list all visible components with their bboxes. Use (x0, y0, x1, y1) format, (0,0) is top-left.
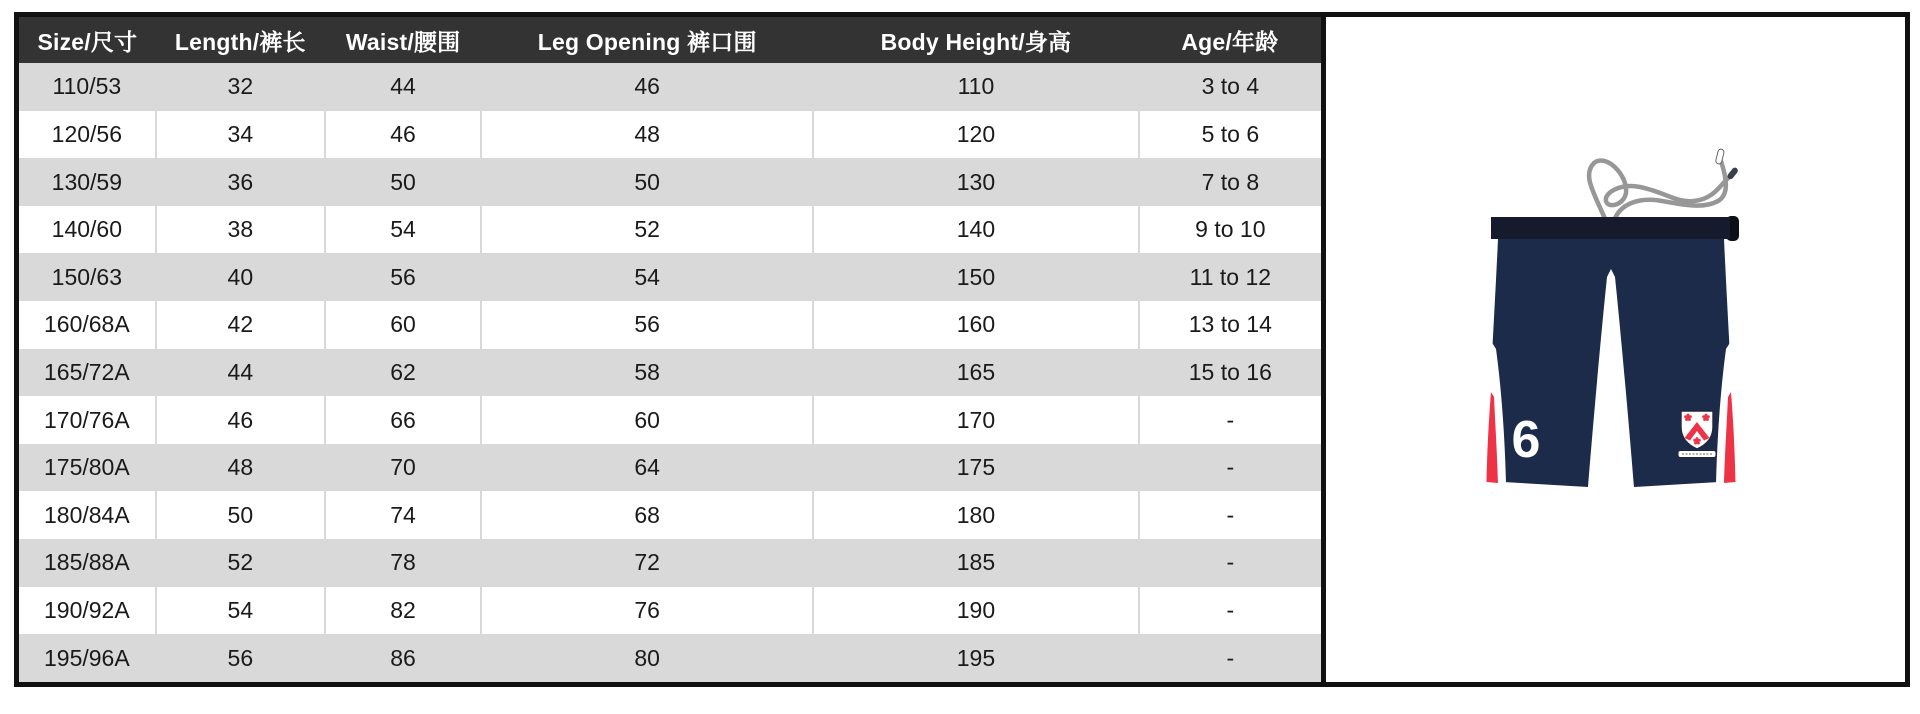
table-cell: 54 (325, 206, 481, 254)
table-row (19, 634, 1321, 682)
table-row (19, 491, 1321, 539)
table-cell: 150 (813, 253, 1139, 301)
table-row (19, 111, 1321, 159)
table-cell: 7 to 8 (1139, 158, 1321, 206)
column-header: Age/年龄 (1139, 17, 1321, 63)
table-cell: 130 (813, 158, 1139, 206)
table-cell: 160/68A (19, 301, 156, 349)
column-header: Length/裤长 (156, 17, 325, 63)
table-row (19, 444, 1321, 492)
table-row (19, 158, 1321, 206)
table-cell: 66 (325, 396, 481, 444)
table-cell: 42 (156, 301, 325, 349)
table-cell: 74 (325, 491, 481, 539)
table-cell: 72 (481, 539, 813, 587)
table-cell: 48 (481, 111, 813, 159)
column-header: Size/尺寸 (19, 17, 156, 63)
table-cell: 48 (156, 444, 325, 492)
table-cell: 68 (481, 491, 813, 539)
table-cell: 58 (481, 349, 813, 397)
table-cell: 185 (813, 539, 1139, 587)
table-row (19, 349, 1321, 397)
table-cell: 195 (813, 634, 1139, 682)
table-cell: 60 (325, 301, 481, 349)
table-cell: 46 (325, 111, 481, 159)
table-cell: 44 (325, 63, 481, 111)
table-cell: 3 to 4 (1139, 63, 1321, 111)
table-cell: 165/72A (19, 349, 156, 397)
table-cell: 190/92A (19, 587, 156, 635)
table-cell: 78 (325, 539, 481, 587)
table-cell: 120 (813, 111, 1139, 159)
table-cell: 50 (481, 158, 813, 206)
table-cell: 62 (325, 349, 481, 397)
table-row (19, 587, 1321, 635)
crest (1678, 411, 1716, 458)
table-cell: - (1139, 444, 1321, 492)
table-cell: 130/59 (19, 158, 156, 206)
table-cell: 140/60 (19, 206, 156, 254)
table-cell: 70 (325, 444, 481, 492)
table-cell: 60 (481, 396, 813, 444)
table-cell: 120/56 (19, 111, 156, 159)
table-cell: - (1139, 587, 1321, 635)
table-cell: 56 (325, 253, 481, 301)
size-chart-table (19, 17, 1321, 682)
size-chart-body (19, 63, 1321, 682)
table-cell: 32 (156, 63, 325, 111)
table-cell: 50 (156, 491, 325, 539)
table-cell: 175/80A (19, 444, 156, 492)
table-cell: 34 (156, 111, 325, 159)
table-cell: 180 (813, 491, 1139, 539)
table-cell: 40 (156, 253, 325, 301)
table-row (19, 539, 1321, 587)
table-cell: - (1139, 634, 1321, 682)
table-cell: 82 (325, 587, 481, 635)
waistband (1491, 217, 1730, 239)
table-cell: 11 to 12 (1139, 253, 1321, 301)
table-cell: - (1139, 396, 1321, 444)
table-cell: 140 (813, 206, 1139, 254)
table-cell: 46 (156, 396, 325, 444)
table-cell: 13 to 14 (1139, 301, 1321, 349)
column-header: Waist/腰围 (325, 17, 481, 63)
table-cell: 56 (481, 301, 813, 349)
table-cell: 38 (156, 206, 325, 254)
chart-frame (14, 12, 1910, 687)
table-cell: 5 to 6 (1139, 111, 1321, 159)
table-cell: 185/88A (19, 539, 156, 587)
table-cell: 64 (481, 444, 813, 492)
table-cell: 46 (481, 63, 813, 111)
table-cell: 170/76A (19, 396, 156, 444)
table-row (19, 253, 1321, 301)
table-cell: - (1139, 539, 1321, 587)
table-cell: 15 to 16 (1139, 349, 1321, 397)
table-row (19, 206, 1321, 254)
product-image-panel (1326, 17, 1905, 682)
table-cell: 175 (813, 444, 1139, 492)
table-cell: 36 (156, 158, 325, 206)
shorts-illustration (1480, 145, 1752, 507)
table-cell: 54 (156, 587, 325, 635)
header-row (19, 17, 1321, 63)
table-cell: 86 (325, 634, 481, 682)
drawstring (1589, 148, 1739, 221)
table-cell: 52 (481, 206, 813, 254)
table-cell: 44 (156, 349, 325, 397)
table-cell: 170 (813, 396, 1139, 444)
size-chart-section (19, 17, 1326, 682)
table-row (19, 396, 1321, 444)
table-cell: - (1139, 491, 1321, 539)
table-row (19, 63, 1321, 111)
table-cell: 150/63 (19, 253, 156, 301)
jersey-number: 6 (1511, 411, 1540, 469)
table-cell: 50 (325, 158, 481, 206)
table-cell: 110 (813, 63, 1139, 111)
column-header: Leg Opening 裤口围 (481, 17, 813, 63)
table-cell: 76 (481, 587, 813, 635)
table-cell: 52 (156, 539, 325, 587)
table-cell: 160 (813, 301, 1139, 349)
table-row (19, 301, 1321, 349)
table-cell: 54 (481, 253, 813, 301)
table-cell: 190 (813, 587, 1139, 635)
table-cell: 56 (156, 634, 325, 682)
table-cell: 80 (481, 634, 813, 682)
table-cell: 195/96A (19, 634, 156, 682)
table-cell: 180/84A (19, 491, 156, 539)
table-cell: 110/53 (19, 63, 156, 111)
column-header: Body Height/身高 (813, 17, 1139, 63)
table-cell: 9 to 10 (1139, 206, 1321, 254)
table-cell: 165 (813, 349, 1139, 397)
